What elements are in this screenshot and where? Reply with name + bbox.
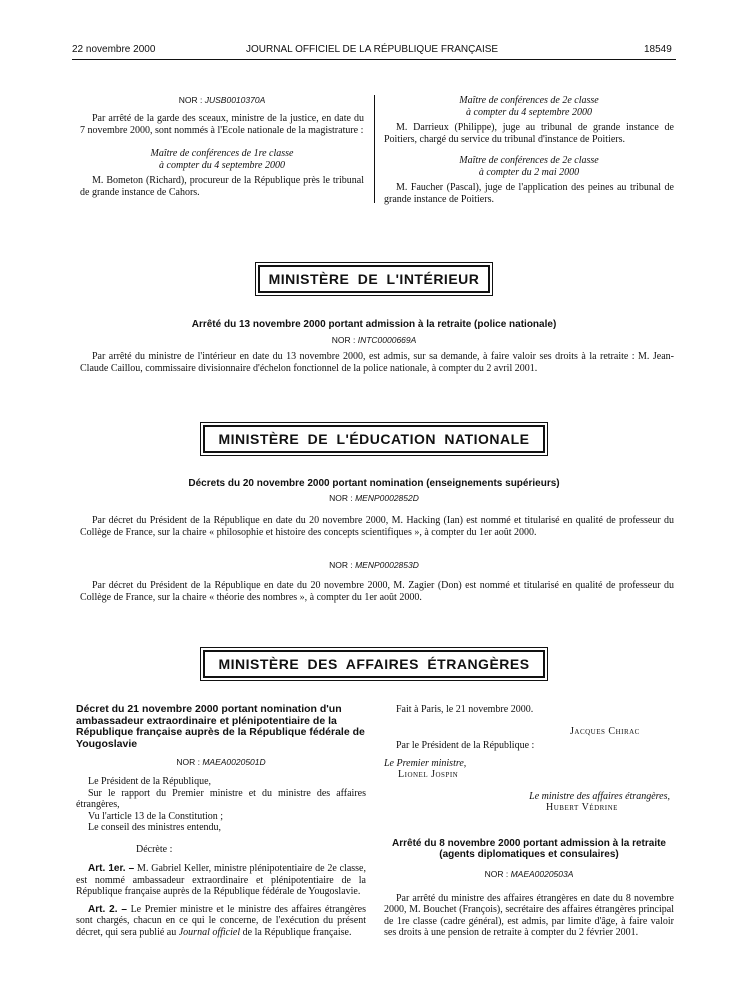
section-subheading: à compter du 4 septembre 2000: [159, 159, 285, 171]
top-left-column: [80, 95, 364, 198]
section-heading: Maître de conférences de 2e classe: [459, 95, 599, 106]
signer-name: Jacques Chirac: [570, 725, 640, 737]
ministry-box-interieur: [255, 262, 493, 296]
nor-line: NOR : MENP0002853D: [329, 560, 419, 570]
paragraph: Par arrêté de la garde des sceaux, ministre de la justice, en date du 7 novembre 2000, sont nommés à l'Ecole nationale de la magistrature :: [80, 113, 364, 136]
ministry-title: MINISTÈRE DE L'INTÉRIEUR: [258, 265, 490, 293]
decree-title: Arrêté du 13 novembre 2000 portant admission à la retraite (police nationale): [191, 319, 557, 330]
paragraph: Le conseil des ministres entendu,: [88, 822, 222, 833]
paragraph: M. Darrieux (Philippe), juge au tribunal de grande instance de Poitiers, chargé du service du tribunal d'instance de Poitiers.: [384, 122, 674, 145]
paragraph: Le Président de la République,: [88, 776, 212, 787]
section-subheading: à compter du 2 mai 2000: [478, 166, 580, 178]
paragraph: Par décret du Président de la République en date du 20 novembre 2000, M. Zagier (Don) est nommé et titularisé en qualité de professeur du Collège de France, sur la chaire « théorie des nombres », à compter du 1er août 2000.: [80, 580, 674, 603]
paragraph: Par arrêté du ministre de l'intérieur en date du 13 novembre 2000, est admis, sur sa demande, à faire valoir ses droits à la retraite : M. Jean-Claude Caillou, commissaire divisionnaire d'échelon fonctionnel de la police nationale, à compter du 2 avril 2001.: [80, 351, 674, 374]
decrete-label: Décrète :: [136, 843, 173, 855]
column-divider: [374, 95, 375, 203]
section-subheading: à compter du 4 septembre 2000: [466, 106, 592, 118]
nor-line: NOR : MAEA0020503A: [484, 868, 574, 879]
header-title: JOURNAL OFFICIEL DE LA RÉPUBLIQUE FRANÇAISE: [246, 44, 499, 55]
header-page-number: 18549: [644, 44, 672, 55]
nor-line: NOR : MENP0002852D: [329, 493, 419, 503]
article-1: Art. 1er. – M. Gabriel Keller, ministre plénipotentiaire de 2e classe, est nommé ambassadeur extraordinaire et plénipotentiaire de la République française auprès de la République fédérale de Yougoslavie.: [76, 863, 366, 897]
paragraph: M. Bometon (Richard), procureur de la République près le tribunal de grande instance de Cahors.: [80, 175, 364, 198]
signer-name: Lionel Jospin: [398, 769, 459, 780]
bottom-left-column: [76, 704, 366, 938]
paragraph: M. Faucher (Pascal), juge de l'application des peines au tribunal de grande instance de Poitiers.: [384, 182, 674, 205]
decree-title: Arrêté du 8 novembre 2000 portant admission à la retraite (agents diplomatiques et consulaires): [392, 837, 666, 860]
paragraph: Par décret du Président de la République en date du 20 novembre 2000, M. Hacking (Ian) est nommé et titularisé en qualité de professeur du Collège de France, sur la chaire « philosophie et histoire des concepts scientifiques », à compter du 1er août 2000.: [80, 515, 674, 538]
paragraph: Sur le rapport du Premier ministre et du ministre des affaires étrangères,: [76, 787, 366, 810]
header-rule: [72, 59, 676, 60]
top-right-column: [384, 95, 674, 205]
signer-name: Hubert Védrine: [546, 802, 618, 813]
section-heading: Maître de conférences de 1re classe: [150, 148, 294, 159]
signer-title: Le Premier ministre,: [384, 757, 467, 769]
header-date: 22 novembre 2000: [72, 44, 156, 55]
signer-title: Le ministre des affaires étrangères,: [529, 790, 670, 802]
decree-title: Décret du 21 novembre 2000 portant nomination d'un ambassadeur extraordinaire et plénipotentiaire de la République française auprès de la République fédérale de Yougoslavie: [76, 703, 365, 750]
ministry-box-education: [200, 422, 548, 456]
nor-line: NOR : INTC0000669A: [331, 335, 417, 345]
ministry-title: MINISTÈRE DE L'ÉDUCATION NATIONALE: [203, 425, 545, 453]
countersign-label: Par le Président de la République :: [396, 740, 535, 751]
paragraph: Par arrêté du ministre des affaires étrangères en date du 8 novembre 2000, M. Bouchet (François), secrétaire des affaires étrangères principal de 1re classe (cadre général), est admis, par limite d'âge, à faire valoir ses droits à une pension de retraite à compter du 2 février 2001.: [384, 892, 674, 938]
nor-line: NOR : JUSB0010370A: [178, 95, 266, 105]
decree-title: Décrets du 20 novembre 2000 portant nomination (enseignements supérieurs): [188, 478, 560, 489]
paragraph: Vu l'article 13 de la Constitution ;: [88, 810, 224, 822]
section-heading: Maître de conférences de 2e classe: [459, 155, 599, 166]
article-2: Art. 2. – Le Premier ministre et le ministre des affaires étrangères sont chargés, chacun en ce qui le concerne, de l'exécution du présent décret, qui sera publié au Journal officiel de la République française.: [76, 903, 366, 938]
signature-date: Fait à Paris, le 21 novembre 2000.: [396, 704, 534, 715]
ministry-box-etrangeres: [200, 647, 548, 681]
ministry-title: MINISTÈRE DES AFFAIRES ÉTRANGÈRES: [203, 650, 545, 678]
nor-line: NOR : MAEA0020501D: [176, 757, 266, 767]
bottom-right-column: [384, 704, 674, 939]
